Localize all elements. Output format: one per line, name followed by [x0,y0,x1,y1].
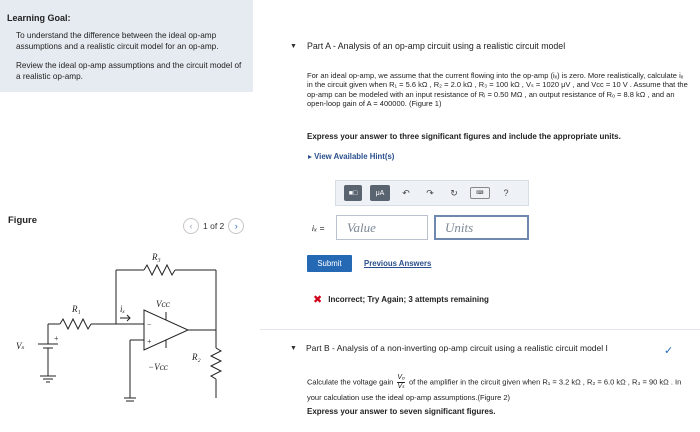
label-plus-input: + [147,337,152,346]
label-r3: R₃ [152,252,161,262]
label-ix: iₓ [120,304,126,314]
part-b-instructions: Express your answer to seven significant figures. [307,407,496,416]
template-icon[interactable]: ■□ [344,185,362,201]
figure-label: Figure [8,215,38,226]
label-vcc: Vᴄᴄ [156,299,170,309]
label-vs: Vₛ [16,341,25,351]
learning-goal-panel [0,0,253,92]
resistor-r3 [144,265,175,275]
figure-pager [183,218,244,234]
part-a-description: For an ideal op-amp, we assume that the current flowing into the op-amp (iₓ) is zero. More realistically, calculate iₓ in the circuit given when R₁ = 5.6 kΩ , R₂ = 2.0 kΩ , R₃ = 100 kΩ , Vₛ = 1020 μV , and Vᴄᴄ = 10 V . Assume that the op-amp can be modeled with an input resistance of Rᵢ = 0.50 MΩ , an output resistance of Rₒ = 8.8 kΩ , and an open-loop gain of A = 400000. (Figure 1) [307,71,688,109]
feedback-message [313,293,489,306]
undo-icon[interactable]: ↶ [402,187,410,198]
part-b-calc-post: of the amplifier in the circuit given when R₁ = 3.2 kΩ , R₂ = 6.0 kΩ , R₃ = 90 kΩ . In your calculation use the ideal op-amp assumptions.(Figure 2) [307,377,682,402]
units-placeholder: Units [445,219,474,235]
collapse-part-b-icon[interactable]: ▼ [290,345,297,352]
label-neg-vcc: −Vᴄᴄ [148,362,168,372]
view-hints-label: View Available Hint(s) [314,152,395,161]
keyboard-icon[interactable]: ⌨ [470,187,490,199]
learning-goal-review-text: Review the ideal op-amp assumptions and the circuit model of a realistic op-amp. [16,61,242,81]
part-a-instructions: Express your answer to three significant figures and include the appropriate units. [307,132,621,141]
view-hints-link[interactable]: ▸ View Available Hint(s) [308,152,395,161]
units-input[interactable] [434,215,529,240]
learning-goal-title: Learning Goal: [7,13,71,23]
gain-fraction [397,374,404,391]
resistor-r2 [211,348,221,379]
part-b-description [307,374,692,405]
part-b-calc-pre: Calculate the voltage gain [307,377,394,387]
previous-figure-button[interactable]: ‹ [183,218,199,234]
label-minus-input: − [147,320,152,329]
learning-goal-text: To understand the difference between the ideal op-amp assumptions and a realistic circuit model for an op-amp. [16,31,219,51]
help-icon[interactable]: ? [503,188,509,198]
part-a-title: Part A - Analysis of an op-amp circuit using a realistic circuit model [307,41,566,51]
gain-denominator: Vₛ [397,383,405,390]
part-b-title: Part B - Analysis of a non-inverting op-amp circuit using a realistic circuit model I [306,343,608,353]
label-r2: R₂ [192,352,201,362]
divider [260,329,700,330]
label-source-plus: + [54,334,59,343]
gain-numerator: Vₒ [397,374,405,381]
value-input[interactable] [336,215,428,240]
resistor-r1 [60,319,91,329]
feedback-text: Incorrect; Try Again; 3 attempts remaining [328,295,489,304]
reset-icon[interactable]: ↻ [450,187,458,198]
collapse-part-a-icon[interactable]: ▼ [290,43,297,50]
figure-page-count: 1 of 2 [203,221,225,231]
answer-variable-label: iₓ = [312,223,325,233]
previous-answers-link[interactable]: Previous Answers [364,259,432,268]
circuit-diagram [16,248,246,418]
value-placeholder: Value [347,219,376,235]
redo-icon[interactable]: ↷ [426,187,434,198]
label-r1: R₁ [72,304,81,314]
next-figure-button[interactable]: › [228,218,244,234]
submit-button[interactable]: Submit [307,255,352,272]
units-icon[interactable]: μA [370,185,390,201]
incorrect-x-icon: ✖ [313,294,323,306]
answer-toolbar [335,180,529,206]
completed-check-icon: ✓ [664,345,674,357]
